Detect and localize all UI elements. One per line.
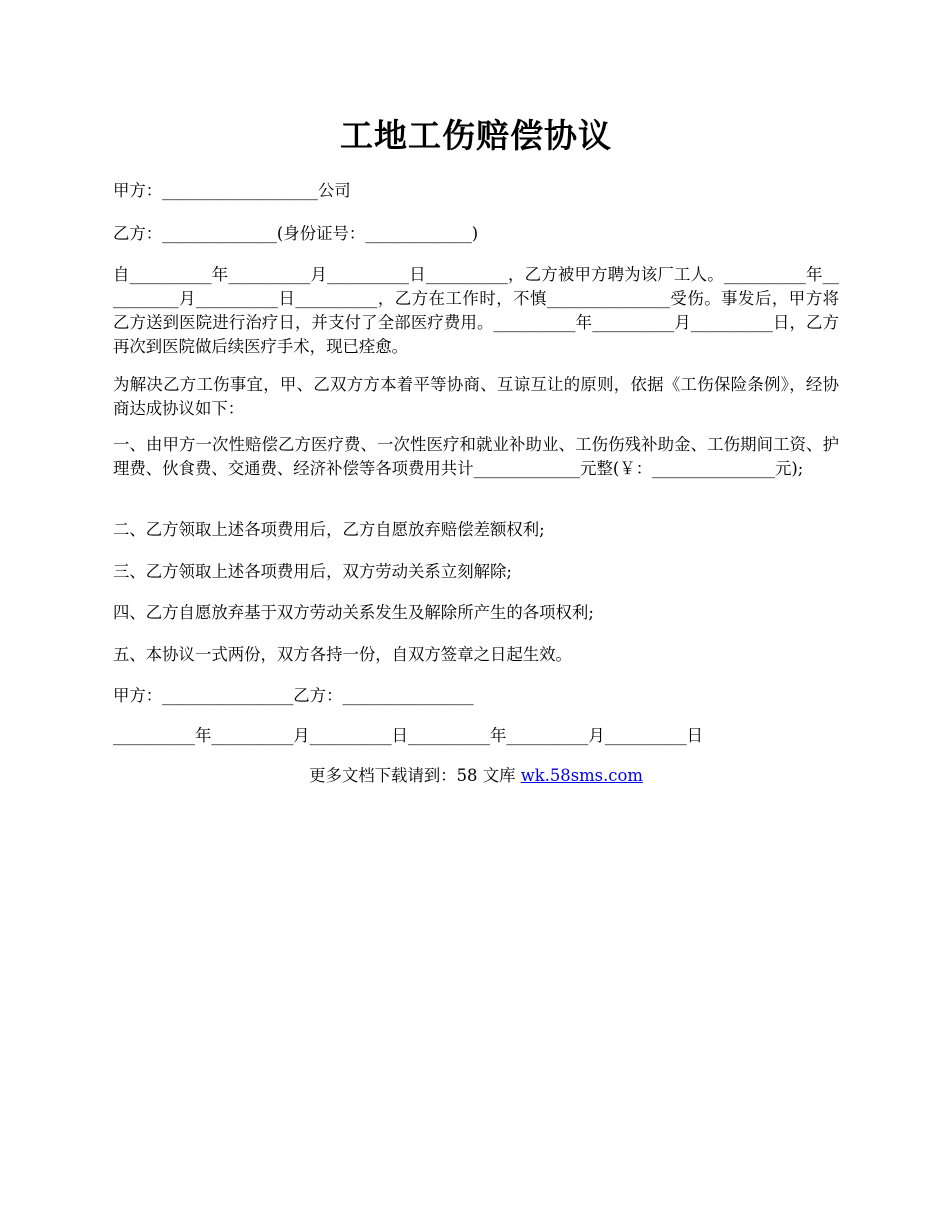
party-b-line: 乙方：______________(身份证号：_____________) — [113, 224, 479, 243]
footer-download-note — [113, 764, 839, 788]
principle-paragraph: 为解决乙方工伤事宜，甲、乙双方方本着平等协商、互谅互让的原则，依据《工伤保险条例》，经协商达成协议如下： — [113, 375, 839, 418]
document-page — [113, 0, 839, 1230]
footer-prefix: 更多文档下载请到：58 文库 — [309, 766, 521, 785]
clause-4: 四、乙方自愿放弃基于双方劳动关系发生及解除所产生的各项权利; — [113, 603, 594, 622]
clause-2: 二、乙方领取上述各项费用后，乙方自愿放弃赔偿差额权利; — [113, 520, 545, 539]
employment-paragraph: 自__________年__________月__________日__________，乙方被甲方聘为该厂工人。__________年__________月__________日__________，乙方在工作时，不慎_______________受伤。事发后，甲方将乙方送到医院进行治疗日，并支付了全部医疗费用。__________年__________月__________日，乙方再次到医院做后续医疗手术，现已痊愈。 — [113, 265, 839, 356]
clause-3: 三、乙方领取上述各项费用后，双方劳动关系立刻解除; — [113, 562, 512, 581]
party-a-line: 甲方：___________________公司 — [113, 181, 351, 200]
page-title: 工地工伤赔偿协议 — [340, 116, 612, 155]
clause-1: 一、由甲方一次性赔偿乙方医疗费、一次性医疗和就业补助业、工伤伤残补助金、工伤期间工资、护理费、伙食费、交通费、经济补偿等各项费用共计_____________元整(￥：_______________元); — [113, 435, 839, 478]
clause-5: 五、本协议一式两份，双方各持一份，自双方签章之日起生效。 — [113, 645, 572, 664]
footer-link[interactable]: wk.58sms.com — [520, 766, 643, 785]
signature-line: 甲方：________________乙方：________________ — [113, 686, 474, 705]
date-line: __________年__________月__________日__________年__________月__________日 — [113, 726, 704, 745]
